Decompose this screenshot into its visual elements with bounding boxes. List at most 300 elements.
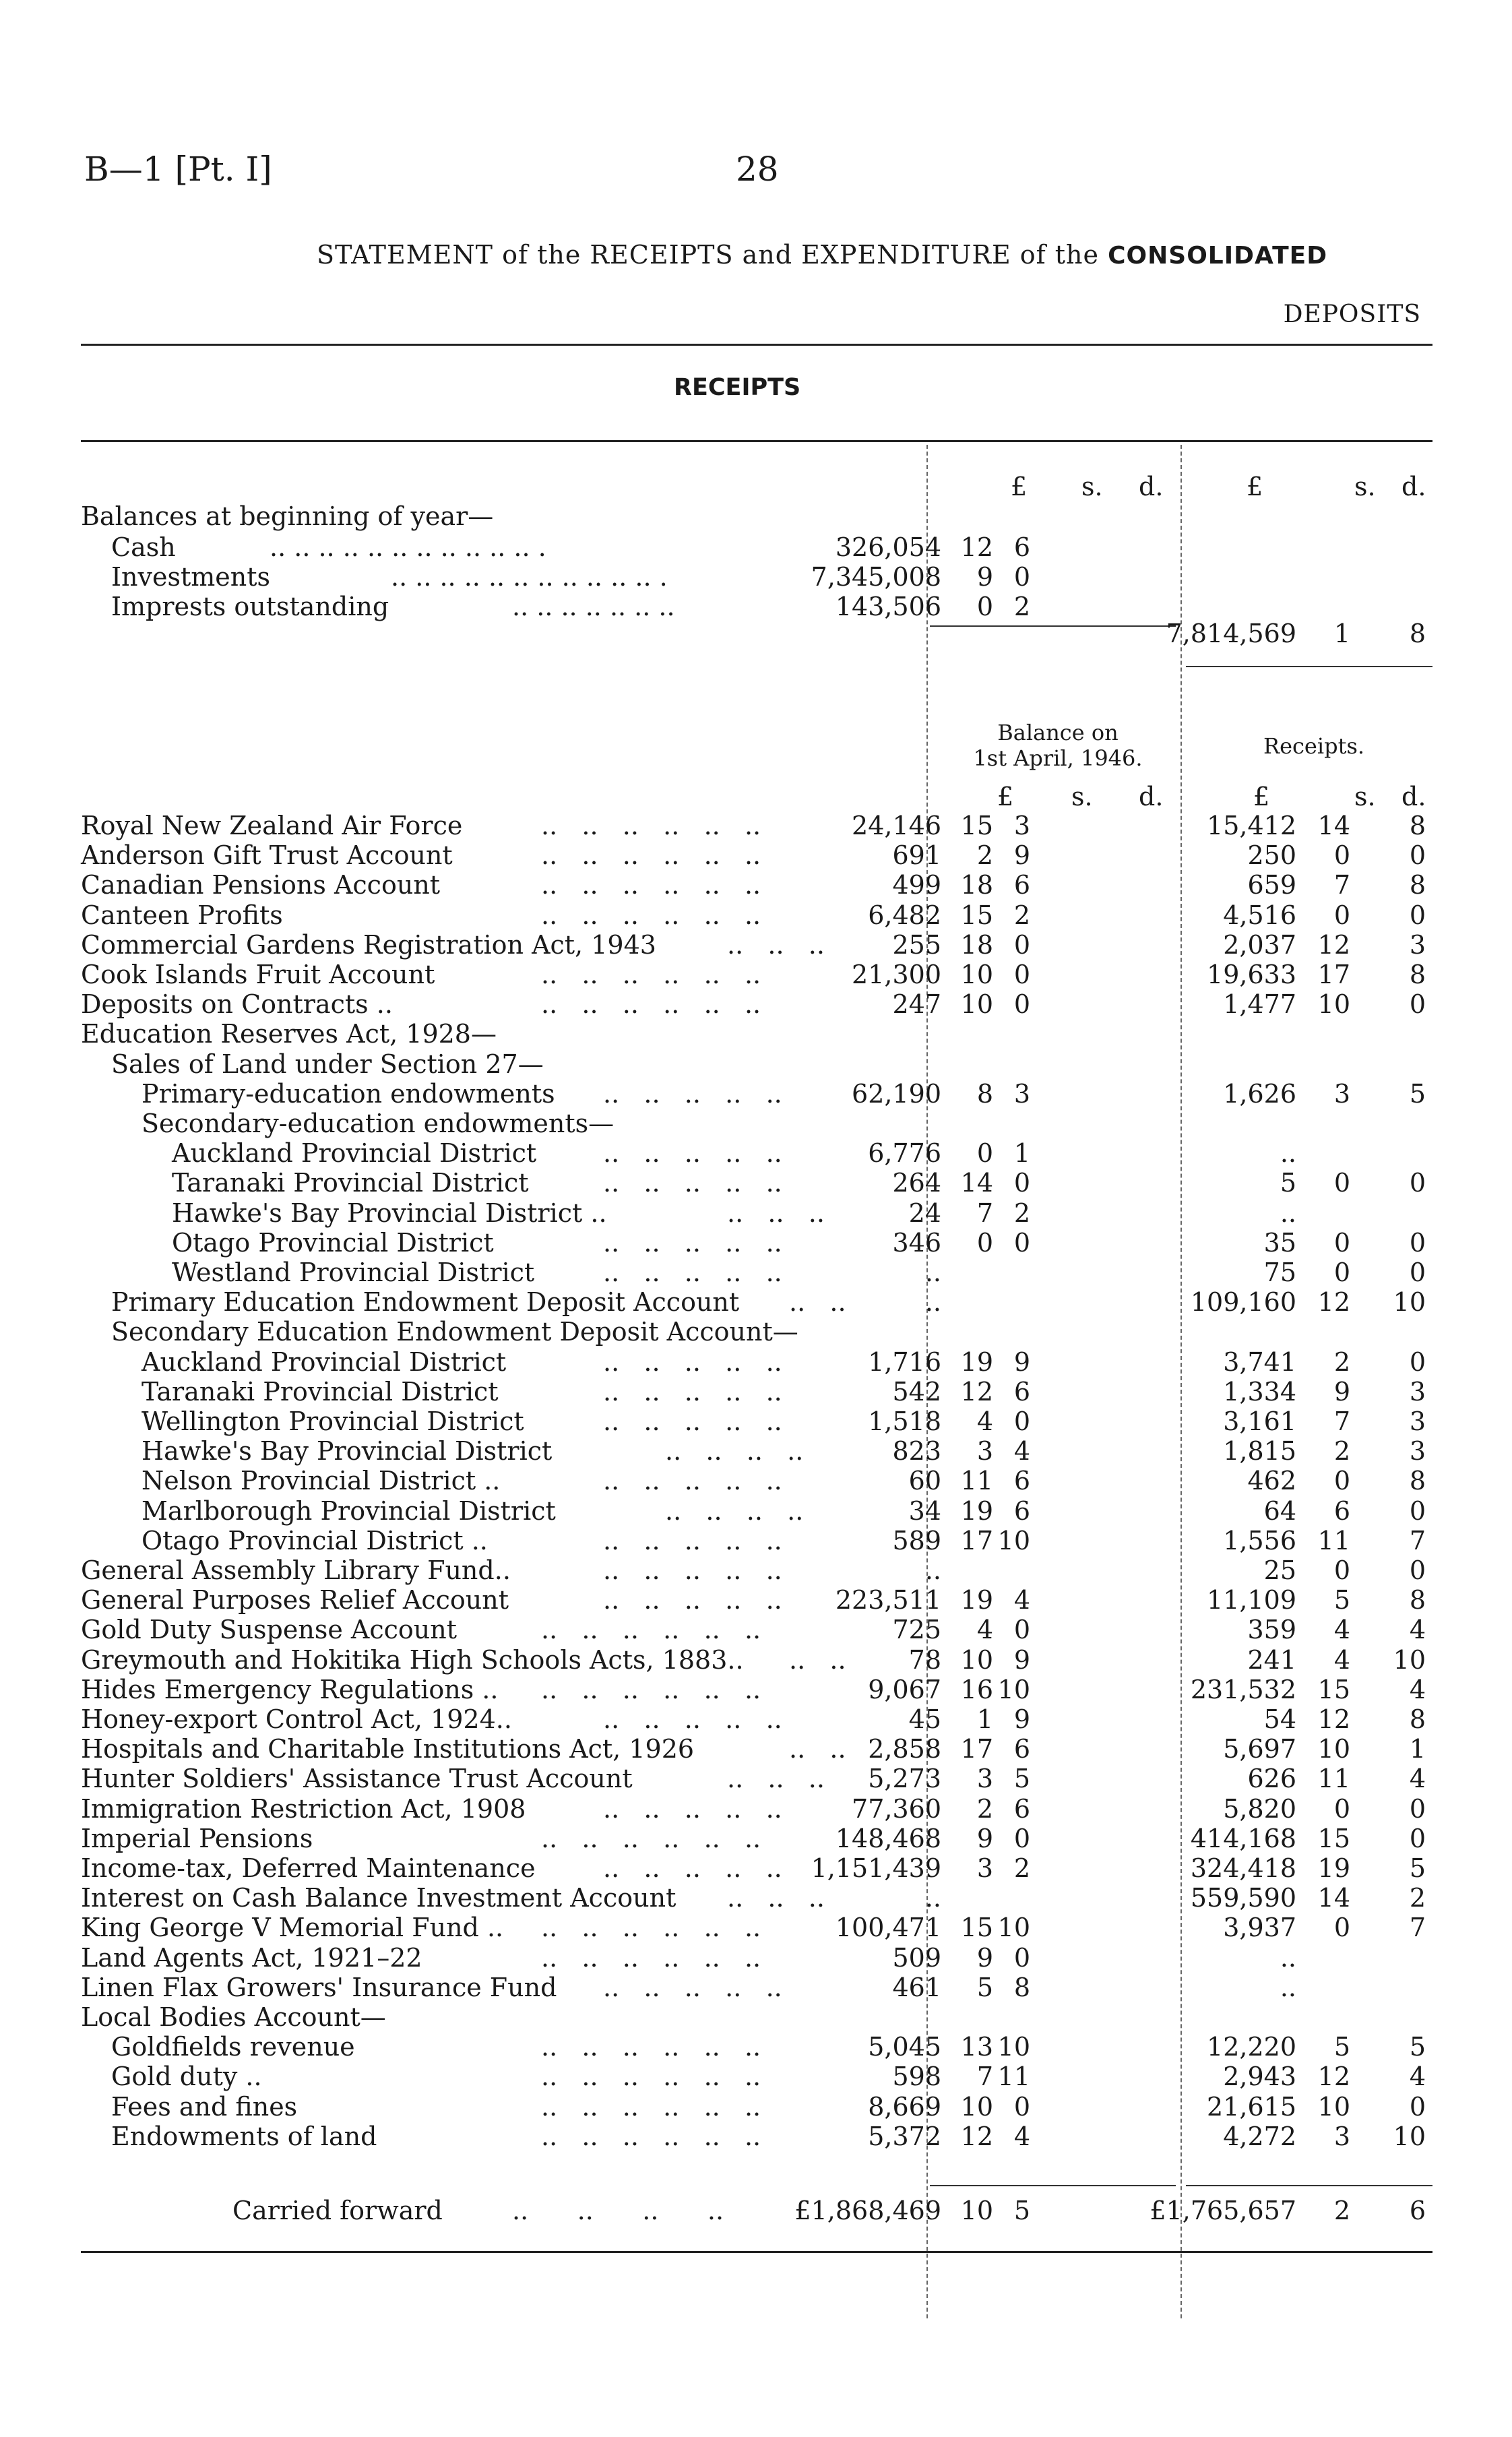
- page-subtitle: DEPOSITS: [1283, 301, 1421, 328]
- table-row: [0, 1019, 1512, 1049]
- row-label: Royal New Zealand Air Force: [81, 811, 463, 840]
- receipt-pounds: 75: [1263, 1258, 1296, 1287]
- row-label: Hospitals and Charitable Institutions Act, 1926: [81, 1734, 695, 1764]
- row-label: King George V Memorial Fund ..: [81, 1913, 504, 1942]
- balance-row: [0, 532, 1512, 562]
- amount-pounds: 5,273: [868, 1764, 941, 1793]
- receipt-pence: 8: [1409, 811, 1426, 840]
- leader-dots: .. .. .. .. ..: [603, 1347, 782, 1377]
- section-heading: RECEIPTS: [674, 374, 801, 401]
- amount-pence: 0: [1013, 1824, 1030, 1853]
- table-row: [0, 1675, 1512, 1704]
- table-row: [0, 1734, 1512, 1764]
- table-row: [0, 900, 1512, 930]
- table-row: [0, 1824, 1512, 1853]
- row-label: Local Bodies Account—: [81, 2002, 386, 2032]
- amount-pence: 6: [1013, 870, 1030, 900]
- unit-pence: d.: [1139, 472, 1164, 501]
- amount-pence: 6: [1013, 1734, 1030, 1764]
- unit-pence: d.: [1139, 782, 1164, 811]
- receipt-pounds: 4,272: [1223, 2122, 1296, 2151]
- receipt-shillings: 6: [1333, 1496, 1350, 1526]
- row-label: Land Agents Act, 1921–22: [81, 1943, 422, 1973]
- receipt-shillings: 3: [1333, 1079, 1350, 1109]
- table-row: [0, 1168, 1512, 1198]
- unit-shilling: s.: [1081, 472, 1103, 501]
- leader-dots: .. .. .. .. ..: [603, 1585, 782, 1615]
- divider: [1186, 666, 1432, 667]
- amount-pounds: 346: [892, 1228, 941, 1258]
- table-row: [0, 1913, 1512, 1942]
- title-prefix: STATEMENT of the RECEIPTS and EXPENDITURE of the: [317, 240, 1100, 270]
- row-label: Education Reserves Act, 1928—: [81, 1019, 497, 1049]
- title-bold: CONSOLIDATED: [1108, 242, 1328, 270]
- receipt-shillings: 2: [1333, 1347, 1350, 1377]
- table-row: [0, 1436, 1512, 1466]
- table-row: [0, 1347, 1512, 1377]
- table-row: [0, 1973, 1512, 2002]
- unit-shilling: s.: [1354, 782, 1376, 811]
- leader-dots: .. .. .. .. ..: [603, 1555, 782, 1585]
- receipt-pence: 0: [1409, 2092, 1426, 2122]
- amount-pounds: ..: [924, 1883, 941, 1913]
- table-row: [0, 930, 1512, 960]
- row-label: Primary Education Endowment Deposit Account: [111, 1287, 740, 1317]
- receipt-shillings: 17: [1317, 960, 1350, 989]
- receipt-shillings: 12: [1317, 930, 1350, 960]
- amount-pounds: 60: [908, 1466, 941, 1495]
- unit-pound: £: [1011, 472, 1028, 501]
- amount-pounds: 247: [892, 989, 941, 1019]
- receipt-shillings: 10: [1317, 989, 1350, 1019]
- amount-pounds: 509: [892, 1943, 941, 1973]
- leader-dots: .. ..: [789, 1734, 846, 1764]
- table-row: [0, 1407, 1512, 1436]
- leader-dots: .. .. .. .. .. .. ..: [512, 592, 675, 621]
- row-label: Secondary Education Endowment Deposit Account—: [111, 1317, 798, 1347]
- receipt-pence: 8: [1409, 1704, 1426, 1734]
- row-label: Endowments of land: [111, 2122, 377, 2151]
- table-row: [0, 1853, 1512, 1883]
- receipt-pounds: 626: [1247, 1764, 1296, 1793]
- amount-pence: 2: [1013, 1853, 1030, 1883]
- receipt-pounds: 3,741: [1223, 1347, 1296, 1377]
- amount-pounds: 725: [892, 1615, 941, 1644]
- receipt-pounds: 1,477: [1223, 989, 1296, 1019]
- amount-pence: 6: [1013, 1496, 1030, 1526]
- receipt-shillings: 2: [1333, 2196, 1350, 2225]
- receipt-shillings: 3: [1333, 2122, 1350, 2151]
- amount-pence: 6: [1013, 1466, 1030, 1495]
- receipt-pence: 5: [1409, 1853, 1426, 1883]
- amount-pence: 4: [1013, 2122, 1030, 2151]
- receipt-pounds: 19,633: [1207, 960, 1296, 989]
- row-label: Hunter Soldiers' Assistance Trust Account: [81, 1764, 633, 1793]
- amount-pounds: 34: [908, 1496, 941, 1526]
- receipt-pounds: 5,697: [1223, 1734, 1296, 1764]
- amount-shillings: 17: [960, 1734, 993, 1764]
- receipt-pence: 0: [1409, 1168, 1426, 1198]
- amount-pence: 0: [1013, 989, 1030, 1019]
- row-label: Hawke's Bay Provincial District ..: [172, 1198, 607, 1228]
- leader-dots: .. .. .. .. .. ..: [541, 2092, 761, 2122]
- receipt-pounds: 3,161: [1223, 1407, 1296, 1436]
- leader-dots: .. .. .. ..: [665, 1496, 804, 1526]
- leader-dots: .. .. ..: [727, 930, 825, 960]
- receipt-pence: 8: [1409, 1585, 1426, 1615]
- amount-shillings: 0: [976, 592, 993, 621]
- row-label: Taranaki Provincial District: [172, 1168, 529, 1198]
- amount-pence: 10: [997, 2032, 1030, 2062]
- amount-shillings: 1: [976, 1704, 993, 1734]
- leader-dots: .. .. .. .. .. .. .. .. .. .. .. .: [391, 562, 668, 592]
- amount-shillings: 7: [976, 1198, 993, 1228]
- amount-pence: 9: [1013, 1645, 1030, 1675]
- table-row: [0, 2062, 1512, 2091]
- table-row: [0, 1198, 1512, 1228]
- row-label: General Purposes Relief Account: [81, 1585, 509, 1615]
- receipt-shillings: 15: [1317, 1675, 1350, 1704]
- amount-pounds: 62,190: [852, 1079, 941, 1109]
- amount-pounds: 823: [892, 1436, 941, 1466]
- receipt-shillings: 7: [1333, 1407, 1350, 1436]
- leader-dots: .. .. .. .. .. ..: [541, 1913, 761, 1942]
- receipt-shillings: 0: [1333, 1794, 1350, 1824]
- receipt-pounds: 1,626: [1223, 1079, 1296, 1109]
- receipt-pence: 8: [1409, 960, 1426, 989]
- receipt-pounds: £1,765,657: [1149, 2196, 1296, 2225]
- receipt-pounds: 462: [1247, 1466, 1296, 1495]
- leader-dots: .. .. .. .. .. .. .. .. .. .. .. .: [270, 532, 546, 562]
- amount-shillings: 11: [960, 1466, 993, 1495]
- receipt-shillings: 0: [1333, 900, 1350, 930]
- amount-pence: 0: [1013, 1228, 1030, 1258]
- receipt-pence: 10: [1393, 1645, 1426, 1675]
- row-label: General Assembly Library Fund..: [81, 1555, 511, 1585]
- amount-shillings: 10: [960, 989, 993, 1019]
- amount-shillings: 17: [960, 1526, 993, 1555]
- table-row: [0, 1049, 1512, 1079]
- amount-shillings: 4: [976, 1615, 993, 1644]
- amount-shillings: 12: [960, 2122, 993, 2151]
- receipt-pence: 0: [1409, 900, 1426, 930]
- leader-dots: .. .. .. .. .. ..: [541, 900, 761, 930]
- receipt-pence: 0: [1409, 1824, 1426, 1853]
- receipt-pounds: 15,412: [1207, 811, 1296, 840]
- amount-shillings: 15: [960, 1913, 993, 1942]
- table-row: [0, 1109, 1512, 1138]
- receipt-pence: 8: [1409, 619, 1426, 648]
- table-row: [0, 1645, 1512, 1675]
- row-label: Auckland Provincial District: [172, 1138, 537, 1168]
- leader-dots: .. ..: [789, 1287, 846, 1317]
- receipt-pounds: 25: [1263, 1555, 1296, 1585]
- amount-shillings: 10: [960, 960, 993, 989]
- receipt-pence: 0: [1409, 1496, 1426, 1526]
- receipt-pence: 4: [1409, 1675, 1426, 1704]
- amount-pence: 2: [1013, 592, 1030, 621]
- row-label: Gold Duty Suspense Account: [81, 1615, 458, 1644]
- amount-pence: 0: [1013, 1615, 1030, 1644]
- amount-pounds: 5,045: [868, 2032, 941, 2062]
- row-label: Hawke's Bay Provincial District: [141, 1436, 553, 1466]
- leader-dots: .. .. .. .. ..: [603, 1228, 782, 1258]
- leader-dots: .. .. .. .. ..: [603, 1973, 782, 2002]
- row-label: Commercial Gardens Registration Act, 1943: [81, 930, 656, 960]
- receipt-pounds: 324,418: [1190, 1853, 1296, 1883]
- leader-dots: .. .. .. .. ..: [603, 1466, 782, 1495]
- receipt-pence: 3: [1409, 1407, 1426, 1436]
- receipt-shillings: 12: [1317, 1287, 1350, 1317]
- receipt-pence: 7: [1409, 1913, 1426, 1942]
- leader-dots: .. .. .. .. ..: [603, 1407, 782, 1436]
- amount-pence: 10: [997, 1526, 1030, 1555]
- row-label: Otago Provincial District: [172, 1228, 494, 1258]
- receipt-pounds: 1,815: [1223, 1436, 1296, 1466]
- divider: [930, 2185, 1176, 2186]
- row-label: Auckland Provincial District: [141, 1347, 507, 1377]
- receipt-pence: 4: [1409, 1764, 1426, 1793]
- amount-pounds: 5,372: [868, 2122, 941, 2151]
- leader-dots: .. .. .. .. ..: [603, 1794, 782, 1824]
- table-row: [0, 960, 1512, 989]
- row-label: Marlborough Provincial District: [141, 1496, 556, 1526]
- amount-pence: 3: [1013, 1079, 1030, 1109]
- amount-shillings: 0: [976, 1228, 993, 1258]
- table-row: [0, 1555, 1512, 1585]
- amount-pounds: £1,868,469: [794, 2196, 941, 2225]
- amount-pounds: 24,146: [852, 811, 941, 840]
- amount-pence: 0: [1013, 1407, 1030, 1436]
- amount-pounds: 499: [892, 870, 941, 900]
- table-row: [0, 1287, 1512, 1317]
- receipt-pounds: 231,532: [1190, 1675, 1296, 1704]
- receipt-shillings: 0: [1333, 1228, 1350, 1258]
- amount-pence: 6: [1013, 1377, 1030, 1407]
- leader-dots: .. .. ..: [727, 1764, 825, 1793]
- table-row: [0, 2122, 1512, 2151]
- amount-pounds: ..: [924, 1555, 941, 1585]
- table-row: [0, 1794, 1512, 1824]
- amount-pence: 6: [1013, 532, 1030, 562]
- leader-dots: .. .. .. .. .. ..: [541, 1824, 761, 1853]
- amount-pounds: 326,054: [835, 532, 941, 562]
- receipt-pence: 0: [1409, 840, 1426, 870]
- amount-pence: 9: [1013, 1704, 1030, 1734]
- amount-pounds: 100,471: [835, 1913, 941, 1942]
- amount-pence: 2: [1013, 900, 1030, 930]
- receipts-column-header: Receipts.: [1263, 733, 1365, 759]
- receipt-shillings: 4: [1333, 1645, 1350, 1675]
- table-row: [0, 840, 1512, 870]
- amount-pounds: 598: [892, 2062, 941, 2091]
- row-label: Immigration Restriction Act, 1908: [81, 1794, 526, 1824]
- receipt-pounds: 250: [1247, 840, 1296, 870]
- row-label: Canadian Pensions Account: [81, 870, 441, 900]
- amount-pence: 5: [1013, 1764, 1030, 1793]
- receipt-pounds: 5,820: [1223, 1794, 1296, 1824]
- row-label: Wellington Provincial District: [141, 1407, 524, 1436]
- row-label: Linen Flax Growers' Insurance Fund: [81, 1973, 557, 2002]
- amount-pence: 4: [1013, 1436, 1030, 1466]
- balance-row: [0, 592, 1512, 621]
- table-row: [0, 2092, 1512, 2122]
- receipt-shillings: 7: [1333, 870, 1350, 900]
- receipt-pence: 4: [1409, 1615, 1426, 1644]
- amount-pounds: 589: [892, 1526, 941, 1555]
- receipt-pence: 3: [1409, 1436, 1426, 1466]
- amount-pounds: 264: [892, 1168, 941, 1198]
- table-row: [0, 870, 1512, 900]
- unit-shilling: s.: [1071, 782, 1093, 811]
- table-row: [0, 1228, 1512, 1258]
- amount-shillings: 19: [960, 1496, 993, 1526]
- amount-pounds: 461: [892, 1973, 941, 2002]
- carried-row: [0, 2196, 1512, 2225]
- row-label: Carried forward: [232, 2196, 443, 2225]
- amount-pence: 5: [1013, 2196, 1030, 2225]
- row-label: Income-tax, Deferred Maintenance: [81, 1853, 536, 1883]
- leader-dots: .. .. .. ..: [665, 1436, 804, 1466]
- amount-shillings: 13: [960, 2032, 993, 2062]
- receipt-pence: 3: [1409, 1377, 1426, 1407]
- row-label: Honey-export Control Act, 1924..: [81, 1704, 512, 1734]
- receipt-pounds: 2,943: [1223, 2062, 1296, 2091]
- receipt-shillings: 12: [1317, 1704, 1350, 1734]
- row-label: Otago Provincial District ..: [141, 1526, 488, 1555]
- leader-dots: .. .. .. .. .. ..: [541, 2062, 761, 2091]
- balance-total: [0, 619, 1512, 648]
- leader-dots: .. .. .. .. .. ..: [541, 840, 761, 870]
- amount-shillings: 2: [976, 1794, 993, 1824]
- unit-pence: d.: [1401, 472, 1426, 501]
- amount-shillings: 15: [960, 900, 993, 930]
- table-row: [0, 1585, 1512, 1615]
- receipt-pounds: 4,516: [1223, 900, 1296, 930]
- row-label: Greymouth and Hokitika High Schools Acts, 1883..: [81, 1645, 744, 1675]
- receipt-shillings: 4: [1333, 1615, 1350, 1644]
- amount-pence: 11: [997, 2062, 1030, 2091]
- amount-pounds: 8,669: [868, 2092, 941, 2122]
- amount-pence: 0: [1013, 960, 1030, 989]
- table-row: [0, 2002, 1512, 2032]
- leader-dots: .. .. ..: [727, 1883, 825, 1913]
- amount-pounds: 1,151,439: [811, 1853, 941, 1883]
- amount-pence: 10: [997, 1675, 1030, 1704]
- balance-row: [0, 562, 1512, 592]
- amount-pence: 8: [1013, 1973, 1030, 2002]
- row-label: Cook Islands Fruit Account: [81, 960, 435, 989]
- receipt-shillings: 10: [1317, 1734, 1350, 1764]
- row-label: Hides Emergency Regulations ..: [81, 1675, 499, 1704]
- table-row: [0, 2032, 1512, 2062]
- receipt-pounds: 359: [1247, 1615, 1296, 1644]
- table-row: [0, 989, 1512, 1019]
- row-label: Imprests outstanding: [111, 592, 389, 621]
- receipt-shillings: 0: [1333, 840, 1350, 870]
- amount-pence: 1: [1013, 1138, 1030, 1168]
- leader-dots: .. .. .. .. ..: [603, 1258, 782, 1287]
- amount-pence: 0: [1013, 930, 1030, 960]
- unit-pence: d.: [1401, 782, 1426, 811]
- amount-pounds: 78: [908, 1645, 941, 1675]
- table-row: [0, 1138, 1512, 1168]
- amount-pounds: 6,776: [868, 1138, 941, 1168]
- receipt-pence: 0: [1409, 1794, 1426, 1824]
- table-row: [0, 1317, 1512, 1347]
- amount-pounds: 223,511: [835, 1585, 941, 1615]
- receipt-pence: 5: [1409, 1079, 1426, 1109]
- receipt-shillings: 10: [1317, 2092, 1350, 2122]
- receipt-pounds: 3,937: [1223, 1913, 1296, 1942]
- amount-pounds: ..: [924, 1287, 941, 1317]
- leader-dots: .. .. .. .. .. ..: [541, 2122, 761, 2151]
- divider: [1186, 2185, 1432, 2186]
- leader-dots: .. .. .. .. ..: [603, 1526, 782, 1555]
- amount-shillings: 15: [960, 811, 993, 840]
- receipt-pounds: 109,160: [1190, 1287, 1296, 1317]
- receipt-pence: 3: [1409, 930, 1426, 960]
- table-row: [0, 1526, 1512, 1555]
- leader-dots: .. .. .. .. .. ..: [541, 1943, 761, 1973]
- amount-shillings: 16: [960, 1675, 993, 1704]
- receipt-shillings: 9: [1333, 1377, 1350, 1407]
- amount-pounds: 24: [908, 1198, 941, 1228]
- amount-pence: 3: [1013, 811, 1030, 840]
- receipt-pence: 0: [1409, 1347, 1426, 1377]
- leader-dots: .. .. .. .. ..: [603, 1853, 782, 1883]
- amount-pence: 0: [1013, 1943, 1030, 1973]
- amount-pounds: 21,300: [852, 960, 941, 989]
- leader-dots: .. .. .. .. .. ..: [541, 960, 761, 989]
- amount-shillings: 3: [976, 1436, 993, 1466]
- amount-pounds: 143,506: [835, 592, 941, 621]
- receipt-pounds: 2,037: [1223, 930, 1296, 960]
- amount-shillings: 10: [960, 1645, 993, 1675]
- receipt-pounds: 64: [1263, 1496, 1296, 1526]
- amount-shillings: 18: [960, 870, 993, 900]
- row-label: Fees and fines: [111, 2092, 298, 2122]
- table-row: [0, 1377, 1512, 1407]
- amount-pence: 9: [1013, 1347, 1030, 1377]
- receipt-pounds: 12,220: [1207, 2032, 1296, 2062]
- receipt-pence: 8: [1409, 870, 1426, 900]
- receipt-pounds: 54: [1263, 1704, 1296, 1734]
- leader-dots: .. .. .. .. ..: [603, 1377, 782, 1407]
- receipt-pence: 7: [1409, 1526, 1426, 1555]
- table-row: [0, 1704, 1512, 1734]
- row-label: Cash: [111, 532, 176, 562]
- receipt-pence: 1: [1409, 1734, 1426, 1764]
- amount-shillings: 18: [960, 930, 993, 960]
- table-row: [0, 811, 1512, 840]
- balances-heading: Balances at beginning of year—: [81, 501, 494, 531]
- amount-pounds: 148,468: [835, 1824, 941, 1853]
- row-label: Nelson Provincial District ..: [141, 1466, 501, 1495]
- receipt-pounds: 21,615: [1207, 2092, 1296, 2122]
- receipt-shillings: 15: [1317, 1824, 1350, 1853]
- amount-shillings: 7: [976, 2062, 993, 2091]
- leader-dots: .. .. ..: [727, 1198, 825, 1228]
- leader-dots: .. .. .. .. .. ..: [541, 1675, 761, 1704]
- amount-pounds: 6,482: [868, 900, 941, 930]
- receipt-shillings: 11: [1317, 1526, 1350, 1555]
- receipt-pounds: 241: [1247, 1645, 1296, 1675]
- receipt-pence: 0: [1409, 1258, 1426, 1287]
- unit-pound: £: [1247, 472, 1263, 501]
- receipt-shillings: 11: [1317, 1764, 1350, 1793]
- receipt-pounds: 659: [1247, 870, 1296, 900]
